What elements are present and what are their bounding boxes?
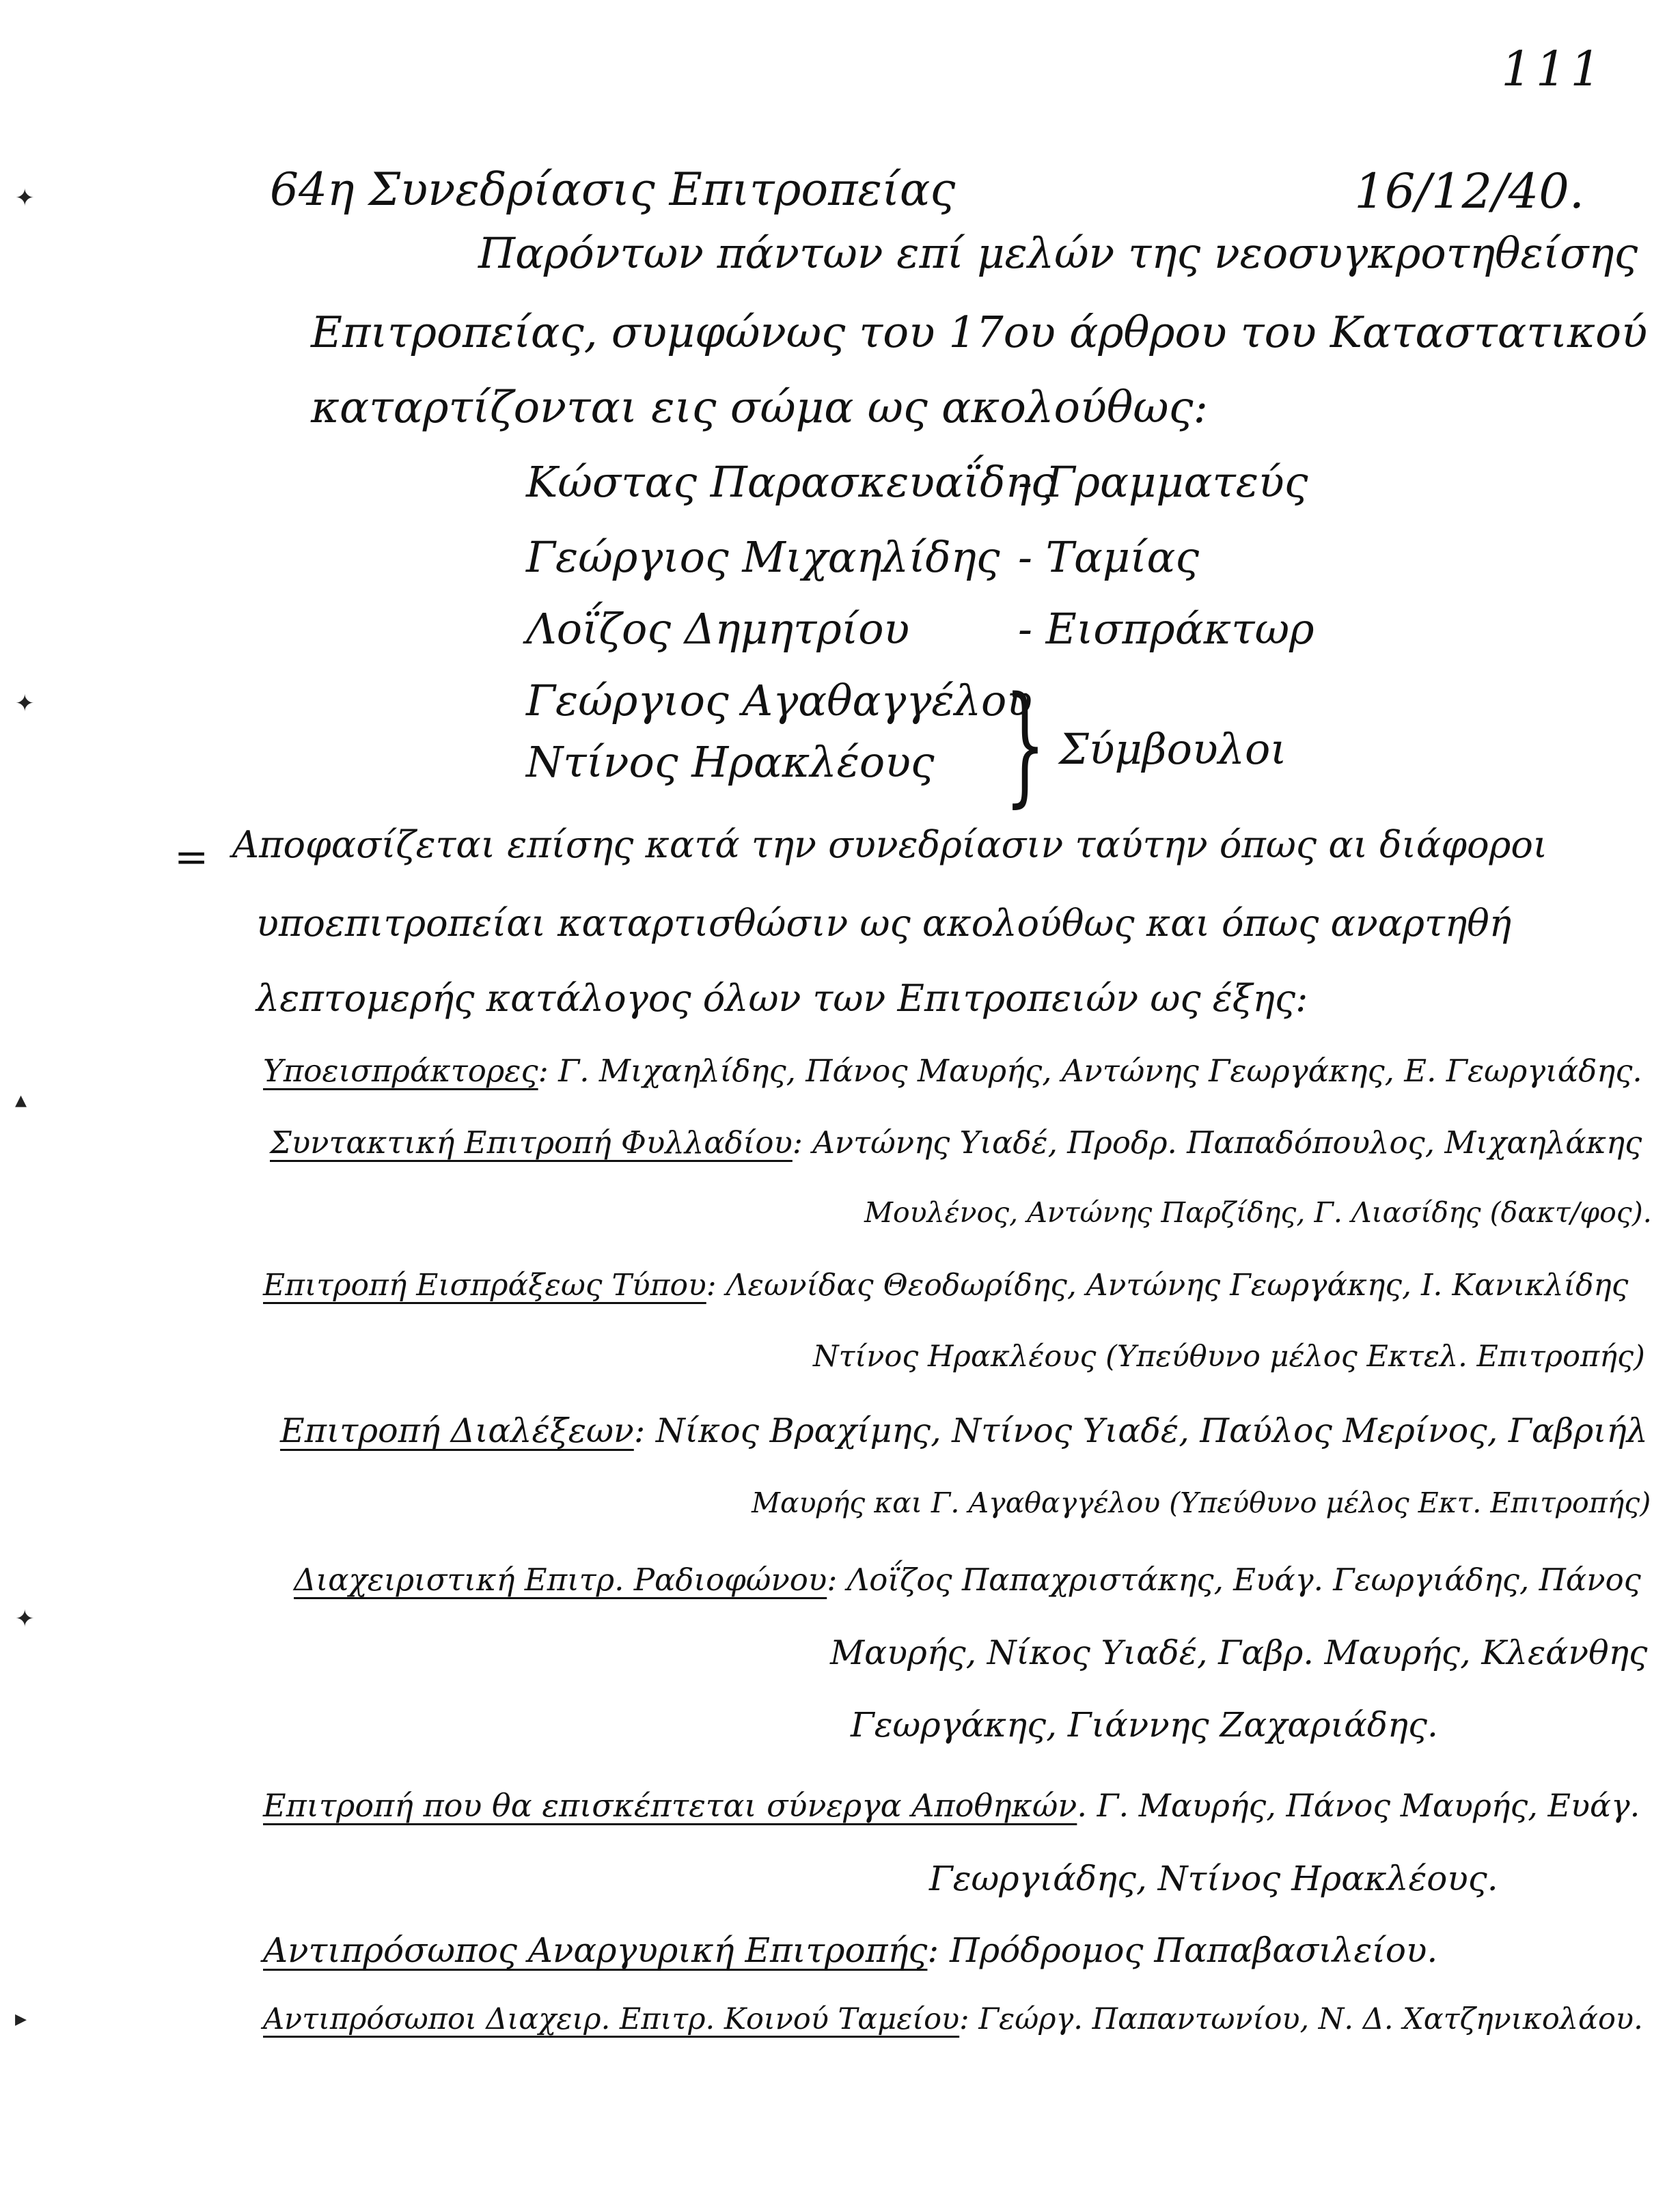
member-name: Γεώργιος Μιχαηλίδης	[526, 532, 1000, 582]
committee-entry: Συντακτική Επιτροπή Φυλλαδίου: Αντώνης Υιαδέ, Προδρ. Παπαδόπουλος, Μιχαηλάκης	[270, 1124, 1642, 1161]
committee-name: Επιτροπή που θα επισκέπτεται σύνεργα Αποθηκών	[263, 1787, 1077, 1824]
member-entry	[526, 457, 1308, 507]
member-name: Λοΐζος Δημητρίου	[526, 604, 910, 654]
committee-entry: Επιτροπή Εισπράξεως Τύπου: Λεωνίδας Θεοδωρίδης, Αντώνης Γεωργάκης, Ι. Κανικλίδης	[263, 1268, 1629, 1303]
margin-mark: ✦	[15, 184, 35, 212]
committee-members: Αντώνης Υιαδέ, Προδρ. Παπαδόπουλος, Μιχαηλάκης	[812, 1124, 1642, 1161]
margin-mark: ✦	[15, 690, 35, 717]
margin-mark: ▴	[15, 1086, 27, 1113]
member-role: - Ταμίας	[1018, 532, 1200, 582]
committee-members: Λεωνίδας Θεοδωρίδης, Αντώνης Γεωργάκης, Ι. Κανικλίδης	[726, 1268, 1629, 1303]
committee-entry: Επιτροπή Διαλέξεων: Νίκος Βραχίμης, Ντίνος Υιαδέ, Παύλος Μερίνος, Γαβριήλ	[280, 1411, 1648, 1450]
committee-entry: Αντιπρόσωποι Διαχειρ. Επιτρ. Κοινού Ταμείου: Γεώργ. Παπαντωνίου, Ν. Δ. Χατζηνικολάου.	[263, 2002, 1643, 2036]
committee-entry: Διαχειριστική Επιτρ. Ραδιοφώνου: Λοΐζος Παπαχριστάκης, Ευάγ. Γεωργιάδης, Πάνος	[294, 1562, 1641, 1598]
resolution-marker: =	[174, 833, 209, 881]
committee-entry: Επιτροπή που θα επισκέπτεται σύνεργα Αποθηκών. Γ. Μαυρής, Πάνος Μαυρής, Ευάγ.	[263, 1787, 1640, 1824]
committee-name: Αντιπρόσωπος Αναργυρική Επιτροπής	[263, 1930, 928, 1970]
member-role: - Εισπράκτωρ	[1018, 604, 1314, 654]
member-entry	[526, 532, 1200, 582]
member-entry	[526, 676, 1033, 725]
margin-mark: ✦	[15, 1605, 35, 1633]
committee-entry: Αντιπρόσωπος Αναργυρική Επιτροπής: Πρόδρομος Παπαβασιλείου.	[263, 1930, 1438, 1970]
committee-members-cont: Γεωργάκης, Γιάννης Ζαχαριάδης.	[851, 1705, 1438, 1745]
committee-members-cont: Γεωργιάδης, Ντίνος Ηρακλέους.	[929, 1859, 1498, 1898]
committee-members-cont: Μαυρής, Νίκος Υιαδέ, Γαβρ. Μαυρής, Κλεάνθης	[830, 1633, 1648, 1672]
committee-members: Πρόδρομος Παπαβασιλείου.	[950, 1930, 1438, 1970]
brace-mark: }	[1004, 669, 1046, 820]
committee-entry: Υποεισπράκτορες: Γ. Μιχαηλίδης, Πάνος Μαυρής, Αντώνης Γεωργάκης, Ε. Γεωργιάδης.	[263, 1053, 1642, 1089]
resolution-line: Αποφασίζεται επίσης κατά την συνεδρίασιν ταύτην όπως αι διάφοροι	[232, 823, 1548, 866]
intro-line: Επιτροπείας, συμφώνως του 17ου άρθρου του Καταστατικού	[311, 307, 1648, 357]
resolution-line: λεπτομερής κατάλογος όλων των Επιτροπειών ως έξης:	[256, 977, 1308, 1020]
committee-name: Διαχειριστική Επιτρ. Ραδιοφώνου	[294, 1562, 827, 1598]
committee-members: Λοΐζος Παπαχριστάκης, Ευάγ. Γεωργιάδης, Πάνος	[846, 1562, 1641, 1598]
intro-line: Παρόντων πάντων επί μελών της νεοσυγκροτηθείσης	[478, 228, 1638, 278]
committee-name: Επιτροπή Εισπράξεως Τύπου	[263, 1268, 706, 1303]
page-number: 111	[1501, 41, 1605, 97]
committee-members-cont: Μουλένος, Αντώνης Παρζίδης, Γ. Λιασίδης (δακτ/φος).	[864, 1196, 1652, 1229]
member-name: Γεώργιος Αγαθαγγέλου	[526, 676, 1033, 725]
committee-members-cont: Μαυρής και Γ. Αγαθαγγέλου (Υπεύθυνο μέλος Εκτ. Επιτροπής)	[752, 1486, 1651, 1519]
margin-mark: ▸	[15, 2005, 27, 2032]
committee-members: Γ. Μιχαηλίδης, Πάνος Μαυρής, Αντώνης Γεωργάκης, Ε. Γεωργιάδης.	[558, 1053, 1642, 1089]
session-title: 64η Συνεδρίασις Επιτροπείας	[270, 163, 956, 216]
member-name: Κώστας Παρασκευαΐδης	[526, 457, 1055, 507]
member-role: - Γραμματεύς	[1018, 457, 1308, 507]
committee-members: Νίκος Βραχίμης, Ντίνος Υιαδέ, Παύλος Μερίνος, Γαβριήλ	[655, 1411, 1648, 1450]
committee-name: Υποεισπράκτορες	[263, 1053, 538, 1089]
committee-name: Συντακτική Επιτροπή Φυλλαδίου	[270, 1124, 793, 1161]
committee-members: Γεώργ. Παπαντωνίου, Ν. Δ. Χατζηνικολάου.	[978, 2002, 1643, 2036]
resolution-line: υποεπιτροπείαι καταρτισθώσιν ως ακολούθως και όπως αναρτηθή	[256, 902, 1512, 945]
member-name: Ντίνος Ηρακλέους	[526, 737, 935, 787]
intro-line: καταρτίζονται εις σώμα ως ακολούθως:	[311, 383, 1208, 433]
session-date: 16/12/40.	[1354, 163, 1584, 219]
committee-members-cont: Ντίνος Ηρακλέους (Υπεύθυνο μέλος Εκτελ. Επιτροπής)	[813, 1340, 1645, 1374]
member-entry	[526, 737, 935, 787]
advisors-role: Σύμβουλοι	[1059, 724, 1287, 774]
member-entry	[526, 604, 1314, 654]
committee-name: Επιτροπή Διαλέξεων	[280, 1411, 634, 1450]
committee-name: Αντιπρόσωποι Διαχειρ. Επιτρ. Κοινού Ταμείου	[263, 2002, 960, 2036]
committee-members: Γ. Μαυρής, Πάνος Μαυρής, Ευάγ.	[1097, 1787, 1640, 1824]
